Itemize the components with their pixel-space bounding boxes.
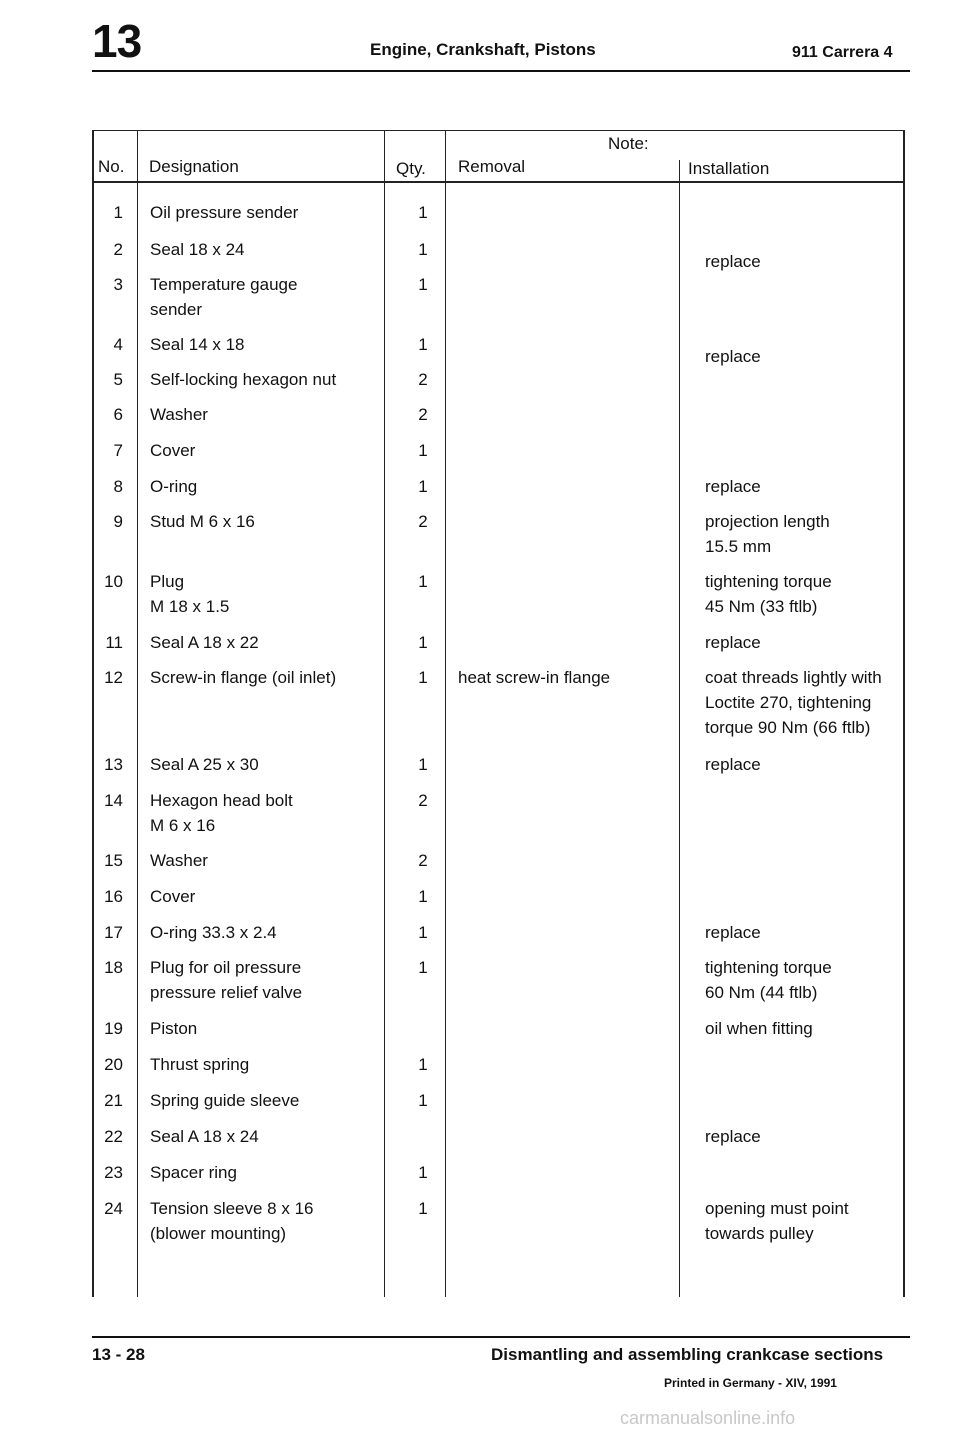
cell-qty: 1	[418, 958, 428, 977]
cell-qty: 1	[418, 923, 428, 942]
cell-designation: M 6 x 16	[150, 816, 216, 835]
cell-installation: 60 Nm (44 ftlb)	[705, 983, 818, 1002]
cell-no: 21	[104, 1091, 123, 1110]
cell-no: 1	[113, 203, 123, 222]
column-header-qty: Qty.	[396, 159, 426, 178]
table-right-border	[903, 130, 905, 1297]
cell-designation: Stud M 6 x 16	[150, 512, 255, 531]
cell-no: 24	[104, 1199, 123, 1218]
page-title: Engine, Crankshaft, Pistons	[370, 40, 596, 59]
cell-no: 7	[113, 441, 123, 460]
cell-qty: 1	[418, 668, 428, 687]
cell-designation: O-ring 33.3 x 2.4	[150, 923, 277, 942]
cell-installation: projection length	[705, 512, 830, 531]
cell-no: 23	[104, 1163, 123, 1182]
cell-designation: Washer	[150, 405, 208, 424]
cell-qty: 1	[418, 572, 428, 591]
cell-designation: Seal A 25 x 30	[150, 755, 259, 774]
cell-no: 20	[104, 1055, 123, 1074]
header-rule	[92, 70, 910, 72]
cell-no: 16	[104, 887, 123, 906]
cell-no: 17	[104, 923, 123, 942]
chapter-number: 13	[92, 15, 142, 67]
cell-installation: Loctite 270, tightening	[705, 693, 872, 712]
cell-no: 5	[113, 370, 123, 389]
column-divider	[445, 130, 446, 1297]
cell-qty: 1	[418, 441, 428, 460]
cell-designation: Hexagon head bolt	[150, 791, 293, 810]
cell-qty: 1	[418, 240, 428, 259]
cell-designation: Seal 14 x 18	[150, 335, 245, 354]
cell-no: 9	[113, 512, 123, 531]
cell-no: 15	[104, 851, 123, 870]
cell-no: 12	[104, 668, 123, 687]
cell-removal: heat screw-in flange	[458, 668, 611, 687]
cell-qty: 2	[418, 791, 428, 810]
cell-qty: 2	[418, 512, 428, 531]
cell-no: 10	[104, 572, 123, 591]
cell-designation: Washer	[150, 851, 208, 870]
cell-installation: coat threads lightly with	[705, 668, 882, 687]
cell-qty: 1	[418, 633, 428, 652]
cell-designation: Screw-in flange (oil inlet)	[150, 668, 337, 687]
cell-no: 18	[104, 958, 123, 977]
cell-no: 6	[113, 405, 123, 424]
cell-no: 2	[113, 240, 123, 259]
cell-no: 3	[113, 275, 123, 294]
cell-no: 14	[104, 791, 123, 810]
cell-qty: 2	[418, 370, 428, 389]
cell-designation: pressure relief valve	[150, 983, 303, 1002]
cell-installation: replace	[705, 1127, 761, 1146]
cell-designation: Seal A 18 x 24	[150, 1127, 259, 1146]
cell-installation: 45 Nm (33 ftlb)	[705, 597, 818, 616]
cell-no: 8	[113, 477, 123, 496]
column-header-installation: Installation	[688, 159, 770, 178]
cell-designation: Seal A 18 x 22	[150, 633, 259, 652]
cell-designation: (blower mounting)	[150, 1224, 287, 1243]
cell-designation: Oil pressure sender	[150, 203, 299, 222]
cell-qty: 2	[418, 851, 428, 870]
cell-designation: sender	[150, 300, 202, 319]
model-name: 911 Carrera 4	[792, 44, 893, 61]
note-label: Note:	[608, 134, 649, 153]
cell-installation: tightening torque	[705, 958, 832, 977]
cell-installation: replace	[705, 477, 761, 496]
cell-qty: 1	[418, 477, 428, 496]
page-number: 13 - 28	[92, 1345, 145, 1364]
watermark: carmanualsonline.info	[620, 1408, 796, 1428]
cell-installation: towards pulley	[705, 1224, 814, 1243]
cell-qty: 1	[418, 203, 428, 222]
cell-installation: replace	[705, 347, 761, 366]
footer-rule	[92, 1336, 910, 1338]
cell-no: 13	[104, 755, 123, 774]
column-header-removal: Removal	[458, 157, 526, 176]
cell-qty: 2	[418, 405, 428, 424]
cell-installation: replace	[705, 755, 761, 774]
table-header-rule	[92, 181, 905, 183]
table-top-border	[92, 130, 905, 131]
print-info: Printed in Germany - XIV, 1991	[664, 1376, 837, 1390]
cell-designation: Plug for oil pressure	[150, 958, 302, 977]
column-header-designation: Designation	[149, 157, 239, 176]
cell-no: 4	[113, 335, 123, 354]
cell-installation: replace	[705, 633, 761, 652]
cell-designation: Piston	[150, 1019, 198, 1038]
cell-installation: opening must point	[705, 1199, 849, 1218]
column-header-no: No.	[98, 157, 125, 176]
table-left-border	[92, 130, 94, 1297]
cell-installation: torque 90 Nm (66 ftlb)	[705, 718, 871, 737]
cell-designation: Plug	[150, 572, 185, 591]
cell-qty: 1	[418, 1055, 428, 1074]
cell-designation: Self-locking hexagon nut	[150, 370, 337, 389]
cell-installation: 15.5 mm	[705, 537, 772, 556]
column-divider	[679, 160, 680, 1297]
cell-designation: O-ring	[150, 477, 198, 496]
cell-qty: 1	[418, 1199, 428, 1218]
cell-designation: Seal 18 x 24	[150, 240, 245, 259]
cell-installation: oil when fitting	[705, 1019, 813, 1038]
cell-installation: replace	[705, 923, 761, 942]
cell-designation: Cover	[150, 441, 196, 460]
cell-installation: replace	[705, 252, 761, 271]
cell-qty: 1	[418, 275, 428, 294]
cell-qty: 1	[418, 1163, 428, 1182]
cell-no: 22	[104, 1127, 123, 1146]
column-divider	[137, 130, 138, 1297]
cell-qty: 1	[418, 755, 428, 774]
cell-designation: Thrust spring	[150, 1055, 250, 1074]
cell-no: 11	[105, 633, 123, 652]
cell-installation: tightening torque	[705, 572, 832, 591]
cell-qty: 1	[418, 335, 428, 354]
cell-no: 19	[104, 1019, 123, 1038]
cell-designation: Temperature gauge	[150, 275, 298, 294]
cell-designation: Cover	[150, 887, 196, 906]
cell-designation: Tension sleeve 8 x 16	[150, 1199, 314, 1218]
column-divider	[384, 130, 385, 1297]
cell-qty: 1	[418, 1091, 428, 1110]
section-title: Dismantling and assembling crankcase sections	[491, 1345, 884, 1364]
cell-designation: M 18 x 1.5	[150, 597, 230, 616]
cell-qty: 1	[418, 887, 428, 906]
cell-designation: Spring guide sleeve	[150, 1091, 300, 1110]
cell-designation: Spacer ring	[150, 1163, 237, 1182]
